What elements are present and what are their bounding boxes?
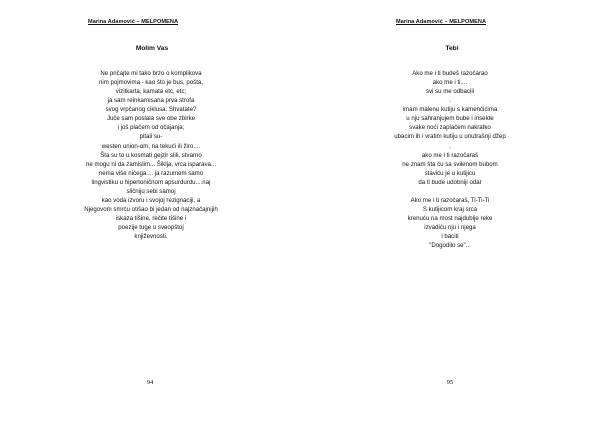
poem-line: ne znam šta ću sa svilenom bubom <box>402 160 498 168</box>
poem-line: Šta su to u kosmati gejzir slili, stvarno <box>100 151 202 159</box>
left-poem-body <box>41 69 261 241</box>
right-page-number: 95 <box>446 379 454 386</box>
right-page <box>300 0 600 425</box>
poem-line: svi su me odbacili <box>425 88 475 96</box>
poem-line: "Dogodilo se"... <box>429 242 471 250</box>
poem-line: ako me i ti razočaraš <box>421 151 479 159</box>
poem-line: ubacim ih i vratim kutiju u unutrašnji džep <box>394 133 506 141</box>
poem-line: kao voda izvoru i svojoj rezignaciji, a <box>101 196 201 204</box>
poem-line: S kutijicom kraj srca <box>422 205 478 213</box>
right-poem-body <box>340 69 560 250</box>
poem-line: izvadiću nju i njega <box>424 224 476 232</box>
poem-line: svog vrpčanog ciklusa. Shvatate? <box>105 106 197 114</box>
poem-line: pitali su- <box>139 133 163 141</box>
poem-line: ako me i ti.... <box>432 79 468 87</box>
poem-line: nim pojmovima - kao što je bus, pošta, <box>99 79 203 87</box>
poem-line: u nju sahranjujem bube i insekte <box>406 115 494 123</box>
poem-line: Njegovom smrću otišao bi jedan od najznačajnijih <box>84 205 218 213</box>
poem-line: krenuću na most najdublje reke <box>407 215 493 222</box>
poem-line: Juče sam poslala sve obe zbirke <box>106 115 196 123</box>
poem-line: i baciti <box>441 233 459 241</box>
right-running-header: Marina Adamović – MELPOMENA <box>396 19 487 25</box>
poem-line: ja sam reinkarnisana prva strofa <box>107 97 195 105</box>
left-poem-title: Molim Vas <box>135 45 169 52</box>
poem-line: lingvistiku u hipertoničnom apsurdurdu....naj <box>91 178 211 186</box>
poem-stanza-break <box>340 187 560 196</box>
poem-line: Ne pričajte mi tako brzo o komplikova <box>100 70 202 77</box>
poem-line: nema više ničega.... ja razumem samo <box>98 169 204 177</box>
poem-line: i još plačem od očajanja; <box>117 124 185 132</box>
poem-line: Ako me i ti razočaraš, Ti-Ti-Ti <box>410 196 490 204</box>
poem-line: westen union-om, na tekući ili žiro.... <box>101 142 201 150</box>
poem-line: svake noći zaplačem nakratko <box>409 124 491 132</box>
poem-line: da ti bude udobniji odar <box>418 178 482 186</box>
poem-line: iskaza tišine, rečite tišine i <box>115 215 187 222</box>
poem-line: imam malenu kutiju s kamenčićima <box>402 106 498 114</box>
poem-line: poezije tuge u sveopštoj <box>118 224 184 232</box>
poem-line: vizitkarta, kamata etc, etc; <box>115 88 187 96</box>
left-running-header: Marina Adamović – MELPOMENA <box>88 19 179 25</box>
left-page-number: 94 <box>146 379 154 386</box>
poem-line: . <box>449 142 451 150</box>
right-poem-title: Tebi <box>445 45 459 52</box>
poem-line: Ako me i ti budeš razočarao <box>412 70 488 77</box>
poem-line: ne mogu ni da zamislim... Šiklja, vrca isparava... <box>85 160 217 168</box>
poem-line: . <box>449 97 451 105</box>
poem-line: sličniju sebi samoj <box>126 187 176 195</box>
poem-line: staviću je u kutijicu <box>424 169 476 177</box>
poem-line: književnosti. <box>134 233 168 241</box>
